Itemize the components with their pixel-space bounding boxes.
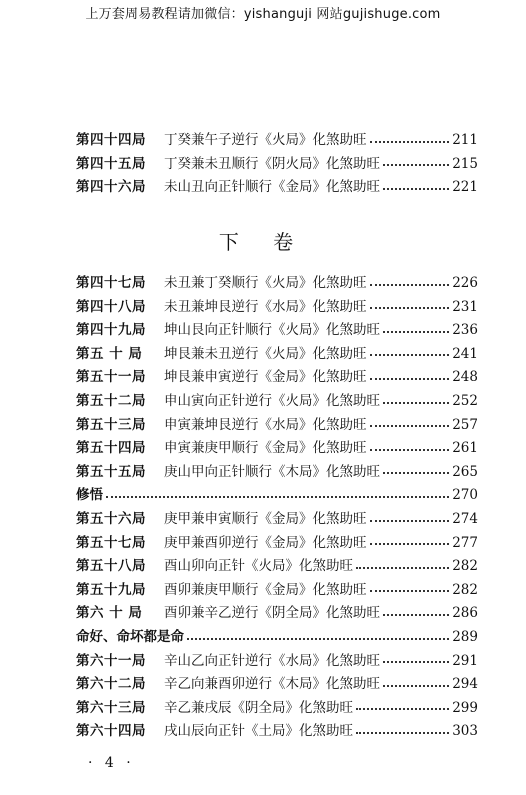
toc-page-number: 257 (452, 416, 478, 433)
toc-page-number: 241 (452, 345, 478, 362)
dot-leader (383, 187, 449, 190)
dot-leader (383, 163, 449, 166)
toc-title: 庚山甲向正针顺行《木局》化煞助旺 (164, 463, 380, 480)
toc-page-number: 282 (452, 581, 478, 598)
toc-title: 命好、命坏都是命 (76, 629, 184, 645)
toc-page-number: 277 (452, 534, 478, 551)
toc-title: 未丑兼坤艮逆行《水局》化煞助旺 (164, 298, 367, 315)
toc-entry (76, 601, 478, 623)
toc-title: 戌山辰向正针《土局》化煞助旺 (164, 723, 353, 740)
toc-title: 丁癸兼未丑顺行《阴火局》化煞助旺 (164, 155, 380, 172)
dot-leader (370, 377, 450, 380)
toc-title: 酉卯兼庚甲顺行《金局》化煞助旺 (164, 581, 367, 598)
toc-chapter-number: 第四十五局 (76, 155, 146, 172)
toc-title: 未丑兼丁癸顺行《火局》化煞助旺 (164, 275, 367, 291)
toc-chapter-number: 第四十九局 (76, 322, 146, 339)
toc-page-number: 274 (452, 511, 478, 527)
toc-page-number: 265 (452, 463, 478, 480)
dot-leader (370, 424, 450, 427)
toc-title: 修悟 (76, 487, 103, 504)
toc-chapter-number: 第六十二局 (76, 676, 146, 693)
toc-title: 坤艮兼未丑逆行《火局》化煞助旺 (164, 345, 367, 362)
toc-chapter-number: 第五十七局 (76, 534, 146, 551)
dot-leader (356, 566, 449, 569)
toc-entry (76, 719, 478, 741)
toc-page-number: 299 (452, 699, 478, 716)
toc-entry (76, 342, 478, 364)
toc-entry (76, 578, 478, 600)
toc-title: 申寅兼坤艮逆行《水局》化煞助旺 (164, 416, 367, 433)
toc-entry (76, 128, 478, 150)
dot-leader (383, 660, 449, 663)
dot-leader (187, 637, 449, 640)
toc-chapter-number: 第五十四局 (76, 440, 146, 457)
toc-chapter-number: 第六十一局 (76, 652, 146, 669)
dot-leader (370, 306, 450, 309)
toc-chapter-number: 第六十四局 (76, 723, 146, 740)
toc-chapter-number: 第五 十 局 (76, 345, 143, 362)
toc-title: 酉卯兼辛乙逆行《阴全局》化煞助旺 (164, 605, 380, 622)
watermark-banner: 上万套周易教程请加微信：yishanguji 网站gujishuge.com (85, 7, 441, 22)
toc-entry (76, 436, 478, 458)
toc-entry (76, 271, 478, 293)
toc-entry (76, 531, 478, 553)
dot-leader (370, 448, 450, 451)
dot-leader (383, 684, 449, 687)
toc-chapter-number: 第六 十 局 (76, 605, 143, 622)
toc-entry (76, 625, 478, 647)
toc-entry (76, 483, 478, 505)
toc-page-number: 248 (452, 369, 478, 386)
toc-title: 丁癸兼午子逆行《火局》化煞助旺 (164, 132, 367, 148)
toc-entry (76, 389, 478, 411)
toc-page-number: 215 (452, 155, 478, 172)
toc-chapter-number: 第五十八局 (76, 558, 146, 575)
toc-chapter-number: 第五十三局 (76, 416, 146, 433)
toc-page-number: 270 (452, 487, 478, 504)
dot-leader (370, 589, 450, 592)
toc-page-number: 289 (452, 629, 478, 645)
toc-title: 申寅兼庚甲顺行《金局》化煞助旺 (164, 440, 367, 457)
dot-leader (383, 401, 449, 404)
toc-entry (76, 318, 478, 340)
dot-leader (383, 613, 449, 616)
toc-title: 辛乙向兼酉卯逆行《木局》化煞助旺 (164, 676, 380, 693)
toc-page-number: 252 (452, 393, 478, 409)
dot-leader (383, 330, 449, 333)
toc-page-number: 286 (452, 605, 478, 622)
toc-entry (76, 460, 478, 482)
toc-entry (76, 507, 478, 529)
section-heading: 下 卷 (218, 230, 308, 254)
toc-chapter-number: 第五十一局 (76, 369, 146, 386)
dot-leader (370, 353, 450, 356)
toc-title: 庚甲兼酉卯逆行《金局》化煞助旺 (164, 534, 367, 551)
toc-page-number: 294 (452, 676, 478, 693)
dot-leader (370, 519, 450, 522)
dot-leader (370, 542, 450, 545)
toc-entry (76, 365, 478, 387)
toc-chapter-number: 第五十六局 (76, 511, 146, 527)
toc-chapter-number: 第五十九局 (76, 581, 146, 598)
toc-page-number: 261 (452, 440, 478, 457)
toc-chapter-number: 第五十二局 (76, 393, 146, 409)
toc-page-number: 231 (452, 298, 478, 315)
dot-leader (370, 140, 450, 143)
toc-chapter-number: 第四十六局 (76, 179, 146, 195)
toc-entry (76, 672, 478, 694)
toc-title: 坤山艮向正针顺行《火局》化煞助旺 (164, 322, 380, 339)
toc-title: 庚甲兼申寅顺行《金局》化煞助旺 (164, 511, 367, 527)
dot-leader (370, 283, 450, 286)
toc-title: 未山丑向正针顺行《金局》化煞助旺 (164, 179, 380, 195)
toc-entry (76, 175, 478, 197)
toc-page-number: 211 (452, 132, 478, 148)
dot-leader (106, 495, 449, 498)
toc-title: 辛山乙向正针逆行《水局》化煞助旺 (164, 652, 380, 669)
toc-page-number: 236 (452, 322, 478, 339)
toc-entry (76, 649, 478, 671)
dot-leader (356, 731, 449, 734)
toc-chapter-number: 第五十五局 (76, 463, 146, 480)
toc-chapter-number: 第四十四局 (76, 132, 146, 148)
toc-page-number: 221 (452, 179, 478, 195)
toc-title: 酉山卯向正针《火局》化煞助旺 (164, 558, 353, 575)
dot-leader (383, 471, 449, 474)
toc-entry (76, 554, 478, 576)
toc-chapter-number: 第六十三局 (76, 699, 146, 716)
toc-entry (76, 295, 478, 317)
toc-page-number: 291 (452, 652, 478, 669)
toc-page-number: 303 (452, 723, 478, 740)
toc-entry (76, 152, 478, 174)
toc-entry (76, 413, 478, 435)
toc-chapter-number: 第四十七局 (76, 275, 146, 291)
dot-leader (356, 707, 449, 710)
toc-title: 辛乙兼戌辰《阴全局》化煞助旺 (164, 699, 353, 716)
page-folio: · 4 · (88, 755, 135, 771)
toc-chapter-number: 第四十八局 (76, 298, 146, 315)
toc-page-number: 282 (452, 558, 478, 575)
toc-page-number: 226 (452, 275, 478, 291)
toc-entry (76, 696, 478, 718)
toc-title: 申山寅向正针逆行《火局》化煞助旺 (164, 393, 380, 409)
toc-title: 坤艮兼申寅逆行《金局》化煞助旺 (164, 369, 367, 386)
